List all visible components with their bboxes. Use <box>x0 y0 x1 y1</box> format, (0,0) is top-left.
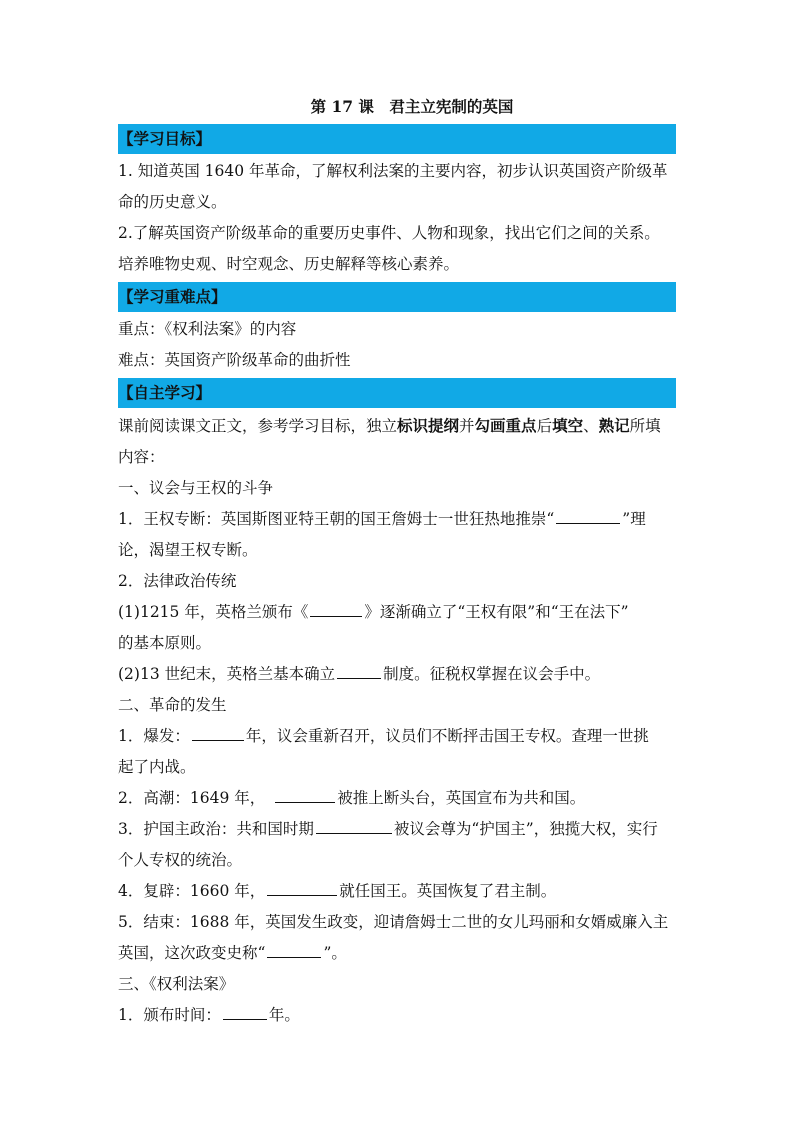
self-study-intro-cont: 内容： <box>118 448 165 466</box>
fill-blank[interactable] <box>223 1001 267 1020</box>
part2-q3-cont: 个人专权的统治。 <box>118 851 243 869</box>
fill-blank[interactable] <box>267 877 337 896</box>
fill-blank[interactable] <box>275 784 335 803</box>
part1-q2: 2．法律政治传统 <box>118 572 237 590</box>
goal-line: 1. 知道英国 1640 年革命，了解权利法案的主要内容，初步认识英国资产阶级革 <box>118 162 668 180</box>
part1-q2-1: (1)1215 年，英格兰颁布《 》逐渐确立了“王权有限”和“王在法下” <box>118 597 676 628</box>
self-study-intro: 课前阅读课文正文，参考学习目标，独立标识提纲并勾画重点后填空、熟记所填 <box>118 416 661 435</box>
difficulty-point: 难点：英国资产阶级革命的曲折性 <box>118 351 351 369</box>
part2-q3: 3．护国主政治：共和国时期 被议会尊为“护国主”，独揽大权，实行 <box>118 814 676 845</box>
section-header-goals: 【学习目标】 <box>118 124 676 154</box>
fill-blank[interactable] <box>316 815 392 834</box>
part1-q1: 1．王权专断：英国斯图亚特王朝的国王詹姆士一世狂热地推崇“ ”理 <box>118 504 676 535</box>
fill-blank[interactable] <box>267 939 321 958</box>
fill-blank[interactable] <box>556 505 620 524</box>
fill-blank[interactable] <box>192 722 244 741</box>
part1-heading: 一、议会与王权的斗争 <box>118 479 274 497</box>
fill-blank[interactable] <box>337 660 381 679</box>
part2-heading: 二、革命的发生 <box>118 696 227 714</box>
part2-q4: 4．复辟：1660 年， 就任国王。英国恢复了君主制。 <box>118 876 676 907</box>
goal-line: 命的历史意义。 <box>118 193 227 211</box>
part1-q1-cont: 论，渴望王权专断。 <box>118 541 258 559</box>
section-header-keypoints: 【学习重难点】 <box>118 282 676 312</box>
key-point: 重点：《权利法案》的内容 <box>118 320 297 338</box>
part1-q2-1-cont: 的基本原则。 <box>118 634 212 652</box>
part1-q2-2: (2)13 世纪末，英格兰基本确立 制度。征税权掌握在议会手中。 <box>118 659 676 690</box>
worksheet-content <box>118 92 676 1031</box>
part2-q2: 2．高潮：1649 年， 被推上断头台，英国宣布为共和国。 <box>118 783 676 814</box>
goal-line: 培养唯物史观、时空观念、历史解释等核心素养。 <box>118 255 460 273</box>
part2-q1: 1．爆发： 年，议会重新召开，议员们不断抨击国王专权。查理一世挑 <box>118 721 676 752</box>
part2-q5: 5．结束：1688 年，英国发生政变，迎请詹姆士二世的女儿玛丽和女婿威廉入主 <box>118 913 669 931</box>
fill-blank[interactable] <box>310 598 362 617</box>
part3-q1: 1．颁布时间： 年。 <box>118 1000 676 1031</box>
part2-q1-cont: 起了内战。 <box>118 758 196 776</box>
part2-q5-cont: 英国，这次政变史称“ ”。 <box>118 938 676 969</box>
section-header-self-study: 【自主学习】 <box>118 378 676 408</box>
goal-line: 2.了解英国资产阶级革命的重要历史事件、人物和现象，找出它们之间的关系。 <box>118 224 660 242</box>
part3-heading: 三、《权利法案》 <box>118 975 235 993</box>
page-title: 第 17 课 君主立宪制的英国 <box>310 97 514 116</box>
